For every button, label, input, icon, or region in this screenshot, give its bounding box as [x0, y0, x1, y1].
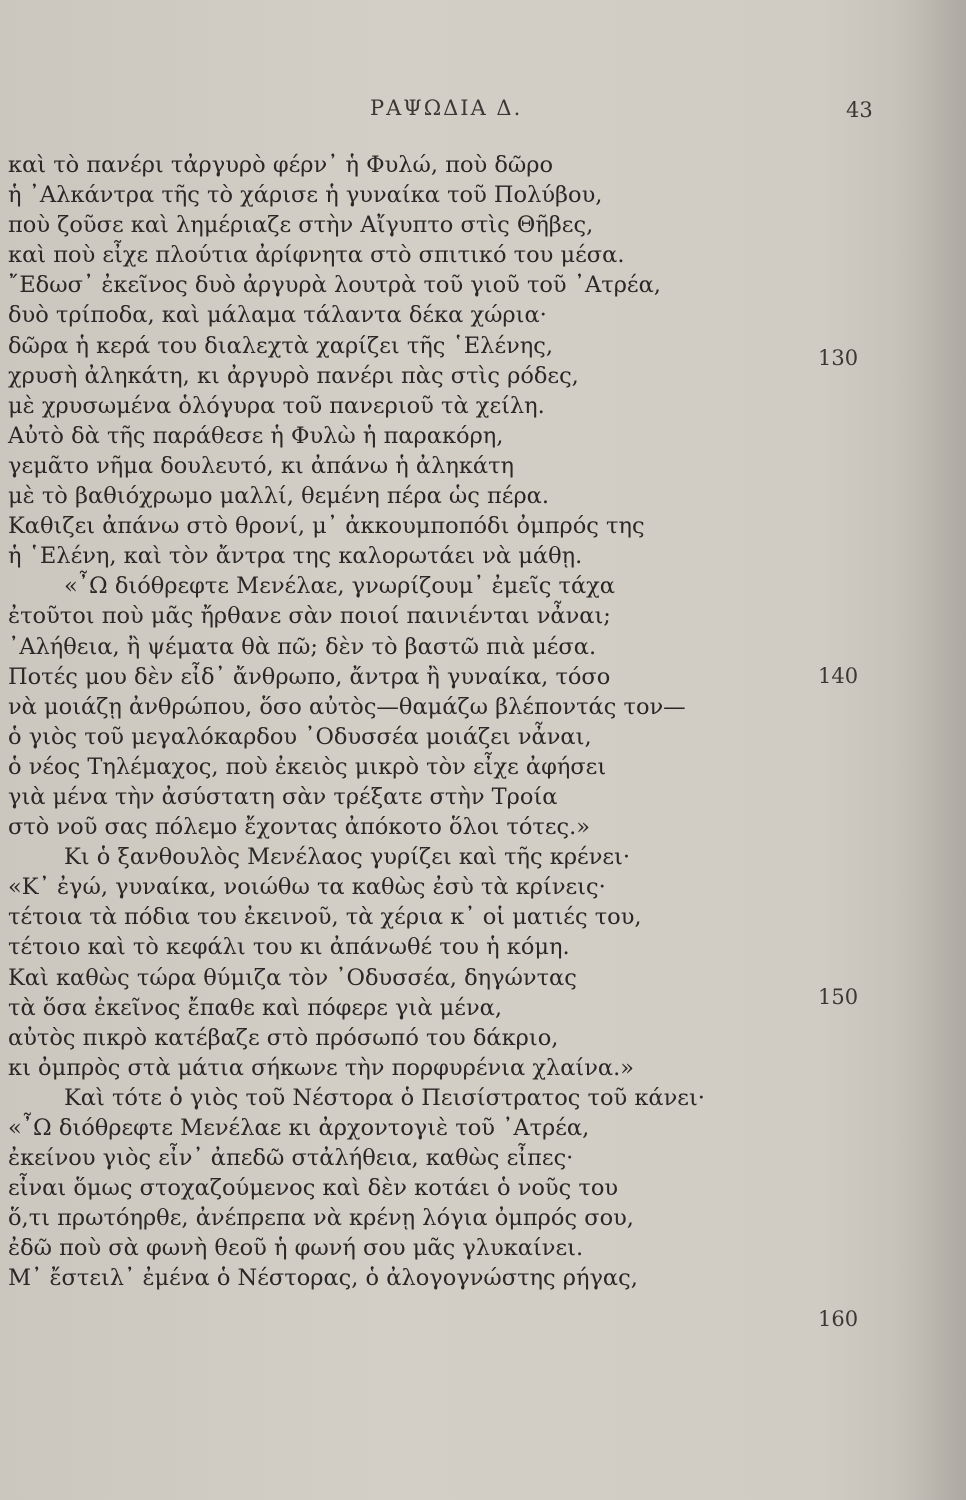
verse-line: ὁ γιὸς τοῦ μεγαλόκαρδου ᾿Οδυσσέα μοιάζει νἆναι,: [8, 723, 592, 750]
page-edge-shadow: [896, 0, 966, 1500]
verse-line: καὶ ποὺ εἶχε πλούτια ἀρίφνητα στὸ σπιτικό του μέσα.: [8, 242, 625, 269]
verse-line: αὐτὸς πικρὸ κατέβαζε στὸ πρόσωπό του δάκριο,: [8, 1024, 559, 1051]
verse-line: ὁ νέος Τηλέμαχος, ποὺ ἐκειὸς μικρὸ τὸν εἶχε ἀφήσει: [8, 753, 607, 780]
verse-line: Κι ὁ ξανθουλὸς Μενέλαος γυρίζει καὶ τῆς κρένει·: [64, 844, 631, 871]
verse-line: κι ὀμπρὸς στὰ μάτια σήκωνε τὴν πορφυρένια χλαίνα.»: [8, 1054, 635, 1081]
verse-line: Μ᾿ ἔστειλ᾿ ἐμένα ὁ Νέστορας, ὁ ἀλογογνώστης ρήγας,: [8, 1265, 638, 1292]
page-number: 43: [846, 98, 873, 122]
verse-line: καὶ τὸ πανέρι τἀργυρὸ φέρν᾿ ἡ Φυλώ, ποὺ δῶρο: [8, 152, 554, 178]
verse-line: Καὶ καθὼς τώρα θύμιζα τὸν ᾿Οδυσσέα, δηγώντας: [8, 964, 577, 991]
verse-line: νὰ μοιάζῃ ἀνθρώπου, ὅσο αὐτὸς—θαμάζω βλέποντάς τον—: [8, 693, 686, 720]
verse-line: ὅ,τι πρωτόηρθε, ἀνέπρεπα νὰ κρένῃ λόγια ὀμπρός σου,: [8, 1205, 634, 1232]
verse-line: Ποτές μου δὲν εἶδ᾿ ἄνθρωπο, ἄντρα ἢ γυναίκα, τόσο: [8, 663, 611, 690]
verse-line: στὸ νοῦ σας πόλεμο ἔχοντας ἀπόκοτο ὅλοι τότες.»: [8, 814, 590, 841]
verse-line: ἡ ᾿Αλκάντρα τῆς τὸ χάρισε ἡ γυναίκα τοῦ Πολύβου,: [8, 182, 603, 209]
verse-line: «Κ᾿ ἐγώ, γυναίκα, νοιώθω τα καθὼς ἐσὺ τὰ κρίνεις·: [8, 874, 606, 901]
verse-line: Καὶ τότε ὁ γιὸς τοῦ Νέστορα ὁ Πεισίστρατος τοῦ κάνει·: [64, 1084, 705, 1111]
verse-line: τέτοιο καὶ τὸ κεφάλι του κι ἀπάνωθέ του ἡ κόμη.: [8, 934, 570, 961]
verse-line: τὰ ὅσα ἐκεῖνος ἔπαθε καὶ πόφερε γιὰ μένα,: [8, 994, 502, 1021]
verse-line: μὲ χρυσωμένα ὁλόγυρα τοῦ πανεριοῦ τὰ χείλη.: [8, 392, 545, 419]
line-number-150: 150: [818, 985, 859, 1009]
verse-line: ἐδῶ ποὺ σὰ φωνὴ θεοῦ ἡ φωνή σου μᾶς γλυκαίνει.: [8, 1235, 584, 1262]
verse-line: Καθιζει ἀπάνω στὸ θρονί, μ᾿ ἀκκουμποπόδι ὀμπρός της: [8, 513, 645, 540]
verse-line: εἶναι ὅμως στοχαζούμενος καὶ δὲν κοτάει ὁ νοῦς του: [8, 1175, 619, 1202]
verse-line: μὲ τὸ βαθιόχρωμο μαλλί, θεμένη πέρα ὡς πέρα.: [8, 483, 550, 510]
verse-line: Αὐτὸ δὰ τῆς παράθεσε ἡ Φυλὼ ἡ παρακόρη,: [8, 422, 504, 449]
line-number-130: 130: [818, 346, 859, 370]
verse-line: «῏Ω διόθρεφτε Μενέλαε, γνωρίζουμ᾿ ἐμεῖς τάχα: [64, 573, 615, 600]
verse-line: γεμᾶτο νῆμα δουλευτό, κι ἀπάνω ἡ ἀληκάτη: [8, 452, 514, 479]
verse-line: ἐτοῦτοι ποὺ μᾶς ἤρθανε σὰν ποιοί παινιένται νἆναι;: [8, 603, 611, 630]
verse-line: γιὰ μένα τὴν ἀσύστατη σὰν τρέξατε στὴν Τροία: [8, 783, 558, 810]
verse-line: δῶρα ἡ κερά του διαλεχτὰ χαρίζει τῆς ῾Ελένης,: [8, 332, 554, 359]
line-number-140: 140: [818, 664, 859, 688]
verse-line: τέτοια τὰ πόδια του ἐκεινοῦ, τὰ χέρια κ᾿ οἱ ματιές του,: [8, 904, 642, 931]
verse-line: δυὸ τρίποδα, καὶ μάλαμα τάλαντα δέκα χώρια·: [8, 302, 547, 329]
verse-line: ῎Εδωσ᾿ ἐκεῖνος δυὸ ἀργυρὰ λουτρὰ τοῦ γιοῦ τοῦ ᾿Ατρέα,: [8, 272, 661, 299]
verse-line: χρυσὴ ἀληκάτη, κι ἀργυρὸ πανέρι πὰς στὶς ρόδες,: [8, 362, 579, 389]
running-header: ΡΑΨΩΔΙΑ Δ.: [370, 96, 523, 120]
verse-line: ἡ ῾Ελένη, καὶ τὸν ἄντρα της καλορωτάει νὰ μάθῃ.: [8, 543, 583, 570]
verse-line: ᾿Αλήθεια, ἢ ψέματα θὰ πῶ; δὲν τὸ βαστῶ πιὰ μέσα.: [8, 633, 597, 660]
verse-line: ἐκείνου γιὸς εἶν᾿ ἀπεδῶ στἀλήθεια, καθὼς εἶπες·: [8, 1145, 574, 1172]
verse-line: «῏Ω διόθρεφτε Μενέλαε κι ἀρχοντογιὲ τοῦ ᾿Ατρέα,: [8, 1115, 590, 1141]
line-number-160: 160: [818, 1307, 859, 1331]
verse-list: [8, 150, 808, 1294]
verse-line: ποὺ ζοῦσε καὶ λημέριαζε στὴν Αἴγυπτο στὶς Θῆβες,: [8, 212, 594, 239]
